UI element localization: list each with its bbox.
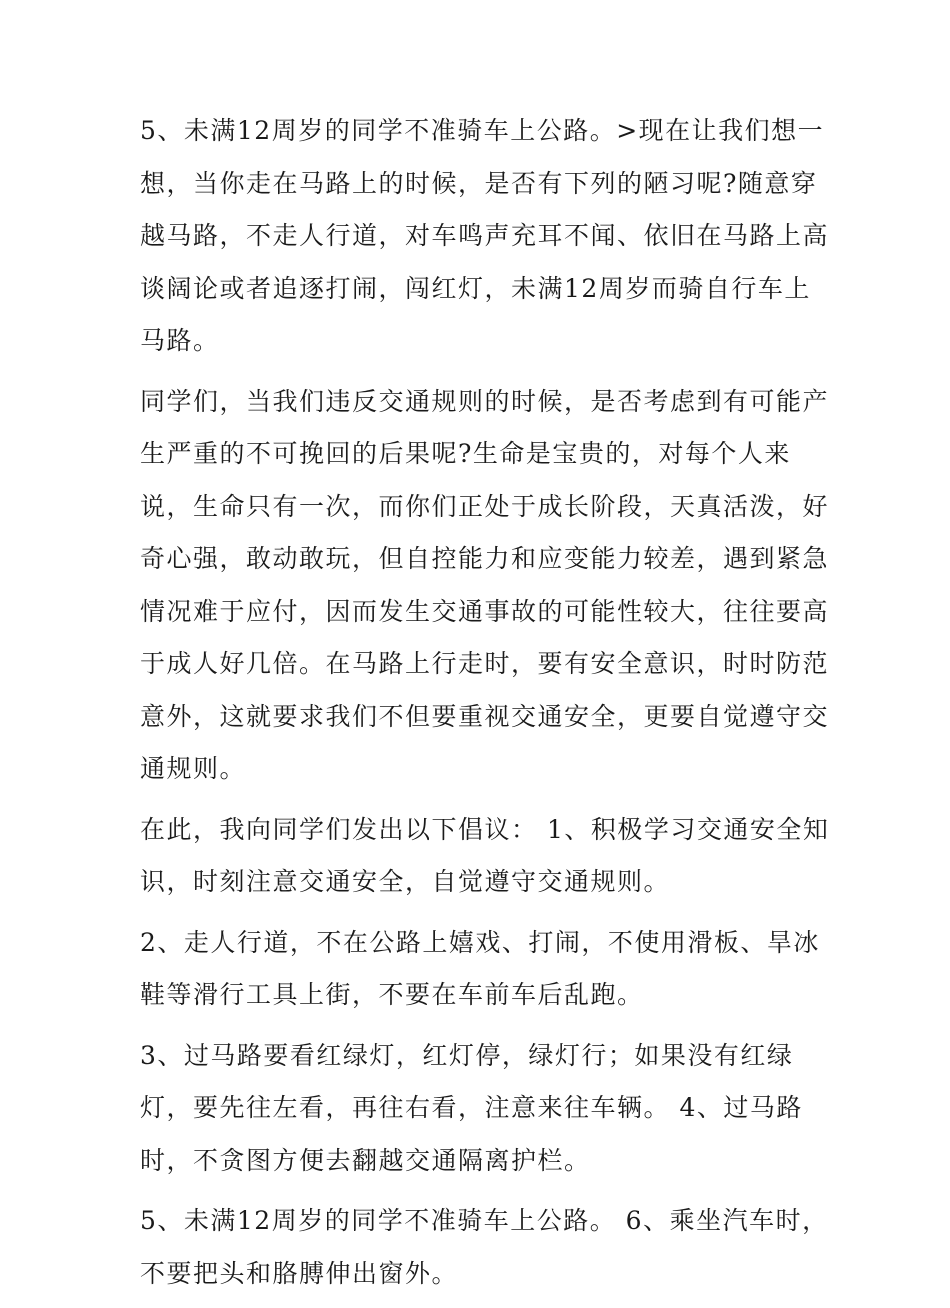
paragraph-proposal-1: 在此，我向同学们发出以下倡议： 1、积极学习交通安全知识，时刻注意交通安全，自觉遵守交通规则。 — [140, 814, 830, 896]
paragraph-proposal-3-4: 3、过马路要看红绿灯，红灯停，绿灯行；如果没有红绿灯，要先往左看，再往右看，注意来往车辆。 4、过马路时，不贪图方便去翻越交通隔离护栏。 — [140, 1040, 803, 1175]
paragraph-proposal-2: 2、走人行道，不在公路上嬉戏、打闹，不使用滑板、旱冰鞋等滑行工具上街，不要在车前车后乱跑。 — [140, 927, 820, 1009]
paragraph-proposal-5-6: 5、未满12周岁的同学不准骑车上公路。 6、乘坐汽车时，不要把头和胳膊伸出窗外。 — [140, 1206, 829, 1288]
document-body — [140, 105, 830, 1308]
paragraph-consequences: 同学们，当我们违反交通规则的时候，是否考虑到有可能产生严重的不可挽回的后果呢?生命是宝贵的，对每个人来说，生命只有一次，而你们正处于成长阶段，天真活泼，好奇心强，敢动敢玩，但自控能力和应变能力较差，遇到紧急情况难于应付，因而发生交通事故的可能性较大，往往要高于成人好几倍。在马路上行走时，要有安全意识，时时防范意外，这就要求我们不但要重视交通安全，更要自觉遵守交通规则。 — [140, 386, 830, 783]
paragraph-bad-habits: 5、未满12周岁的同学不准骑车上公路。>现在让我们想一想，当你走在马路上的时候，是否有下列的陋习呢?随意穿越马路，不走人行道，对车鸣声充耳不闻、依旧在马路上高谈阔论或者追逐打闹，闯红灯，未满12周岁而骑自行车上马路。 — [140, 116, 830, 355]
